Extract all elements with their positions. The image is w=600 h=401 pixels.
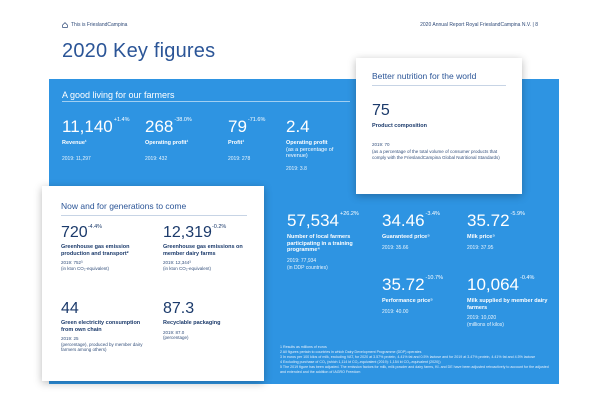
stat-change: +26.2%	[340, 211, 359, 217]
nutrition-label: Product composition	[372, 123, 427, 129]
stat-prior: 2019: 35.66	[382, 244, 409, 251]
page-title: 2020 Key figures	[62, 40, 216, 62]
stat-note: (in kton CO₂-equivalent)	[61, 265, 110, 271]
stat-prior: 2019: 10,020	[467, 315, 497, 321]
stat-prior: 2019: 37.95	[467, 244, 494, 251]
stat-prior: 2019: 87.0	[163, 329, 185, 335]
stat-change: -0.2%	[211, 224, 227, 230]
nutrition-value: 75	[372, 102, 390, 119]
footnote: 5 The 2019 figure has been adjusted. The emission factors for milk, milk powder and dairy farms, Kf- and DE have been adjusted retroactively to account for the adjusted and extended and the addition of IAGRO Freedom	[280, 365, 549, 374]
footnote: 4 Excluding purchase of CO₂ (which 1,114 kt CO₂-equivalent (2019): 1,154 kt CO₂-equivalent (2020))	[280, 360, 441, 364]
stat-ghg-farms	[163, 224, 255, 271]
footnotes	[280, 345, 550, 375]
stat-value: 57,534	[287, 211, 339, 230]
report-title: 2020 Annual Report Royal FrieslandCampina N.V.	[420, 22, 532, 28]
stat-prior: 2019: 40.00	[382, 308, 409, 315]
stat-operating-profit	[145, 118, 192, 162]
stat-prior: 2019: 3.8	[286, 165, 307, 172]
company-label: This is FrieslandCampina	[71, 22, 128, 28]
stat-prior: 2019: 752³	[61, 260, 83, 265]
stat-change: -4.4%	[87, 224, 103, 230]
nutrition-heading: Better nutrition for the world	[372, 71, 477, 81]
stat-revenue	[62, 118, 129, 162]
stat-label: Number of local farmers participating in a training programme⁴	[287, 234, 353, 253]
stat-label: Operating profit¹	[145, 140, 189, 146]
stat-milk-supplied	[467, 276, 552, 328]
company-section-label	[62, 22, 127, 28]
stat-label: Greenhouse gas emission production and transport²	[61, 244, 130, 257]
stat-change: -10.7%	[425, 275, 443, 281]
stat-label: Recyclable packaging	[163, 320, 221, 326]
stat-value: 10,064	[467, 275, 519, 294]
stat-milk-price	[467, 212, 547, 251]
footnote: 2 All figures pertain to countries in which Dairy Development Programme (DDP) operates	[280, 350, 422, 354]
stat-change: +1.4%	[113, 117, 130, 123]
stat-guaranteed-price	[382, 212, 457, 251]
stat-note: (percentage)	[163, 335, 189, 340]
stat-note: (in DDP countries)	[287, 264, 328, 271]
stat-value: 2.4	[286, 117, 310, 136]
stat-value: 11,140	[62, 117, 113, 136]
stat-change: -5.9%	[510, 211, 525, 217]
stat-label: Performance price⁵	[382, 298, 433, 304]
divider	[372, 85, 506, 86]
stat-label: Green electricity consumption from own chain	[61, 320, 141, 333]
report-header: 2020 Annual Report Royal FrieslandCampina N.V. | 8	[420, 22, 538, 28]
stat-note: (percentage), produced by member dairy farmers among others)	[61, 341, 143, 352]
stat-label: Profit¹	[228, 140, 245, 146]
nutrition-prior: 2019: 70	[372, 142, 390, 147]
stat-value: 12,319	[163, 224, 212, 241]
stat-label: Revenue¹	[62, 140, 87, 146]
stat-recyclable-packaging	[163, 300, 255, 341]
stat-prior: 2019: 12,344³	[163, 260, 191, 265]
footnote: 1 Results as millions of euros	[280, 345, 327, 349]
stat-value: 87.3	[163, 300, 195, 317]
generations-card	[42, 186, 264, 381]
farmers-heading: A good living for our farmers	[62, 90, 175, 100]
stat-value: 720	[61, 224, 88, 241]
stat-prior: 2019: 432	[145, 155, 168, 162]
stat-note: (millions of kilos)	[467, 322, 504, 328]
stat-value: 44	[61, 300, 79, 317]
stat-sublabel: (as a percentage of revenue)	[286, 146, 334, 159]
stat-prior: 2019: 278	[228, 155, 251, 162]
stat-label: Milk supplied by member dairy farmers	[467, 298, 548, 311]
stat-prior: 2019: 11,297	[62, 155, 91, 162]
stat-green-electricity	[61, 300, 151, 353]
divider	[62, 101, 350, 102]
nutrition-description: (as a percentage of the total volume of consumer products that comply with the FrieslandCampina Global Nutritional Standards)	[372, 149, 500, 160]
stat-profit	[228, 118, 265, 162]
stat-training	[287, 212, 367, 271]
stat-value: 34.46	[382, 211, 425, 230]
footnote: 3 In euros per 100 kilos of milk, excluding VAT, for 2020 at 3.57% protein, 4.41% fat and 0.5% lactose and for 2019 at 3.47% protein, 4.41% fat and 4.5% lactose	[280, 355, 536, 359]
stat-label: Greenhouse gas emissions on member dairy farms	[163, 244, 243, 257]
stat-label: Operating profit	[286, 140, 328, 146]
stat-label: Guaranteed price⁵	[382, 234, 430, 240]
stat-change: -3.4%	[425, 211, 440, 217]
stat-value: 268	[145, 117, 174, 136]
home-icon[interactable]	[62, 22, 68, 28]
stat-value: 35.72	[382, 275, 425, 294]
stat-change: -0.4%	[520, 275, 535, 281]
stat-prior: 2019: 77,934	[287, 257, 317, 264]
nutrition-card	[356, 58, 522, 194]
stat-ghg-production	[61, 224, 151, 271]
stat-label: Milk price⁵	[467, 234, 495, 240]
stat-performance-price	[382, 276, 457, 315]
stat-value: 79	[228, 117, 247, 136]
page-number: 8	[535, 22, 538, 28]
generations-heading: Now and for generations to come	[61, 201, 187, 211]
stat-change: -38.0%	[174, 117, 192, 123]
stat-change: -71.6%	[247, 117, 266, 123]
stat-prior: 2019: 25	[61, 336, 79, 341]
divider	[61, 215, 247, 216]
stat-value: 35.72	[467, 211, 510, 230]
stat-operating-margin	[286, 118, 346, 172]
stat-note: (in kton CO₂-equivalent)	[163, 265, 212, 271]
